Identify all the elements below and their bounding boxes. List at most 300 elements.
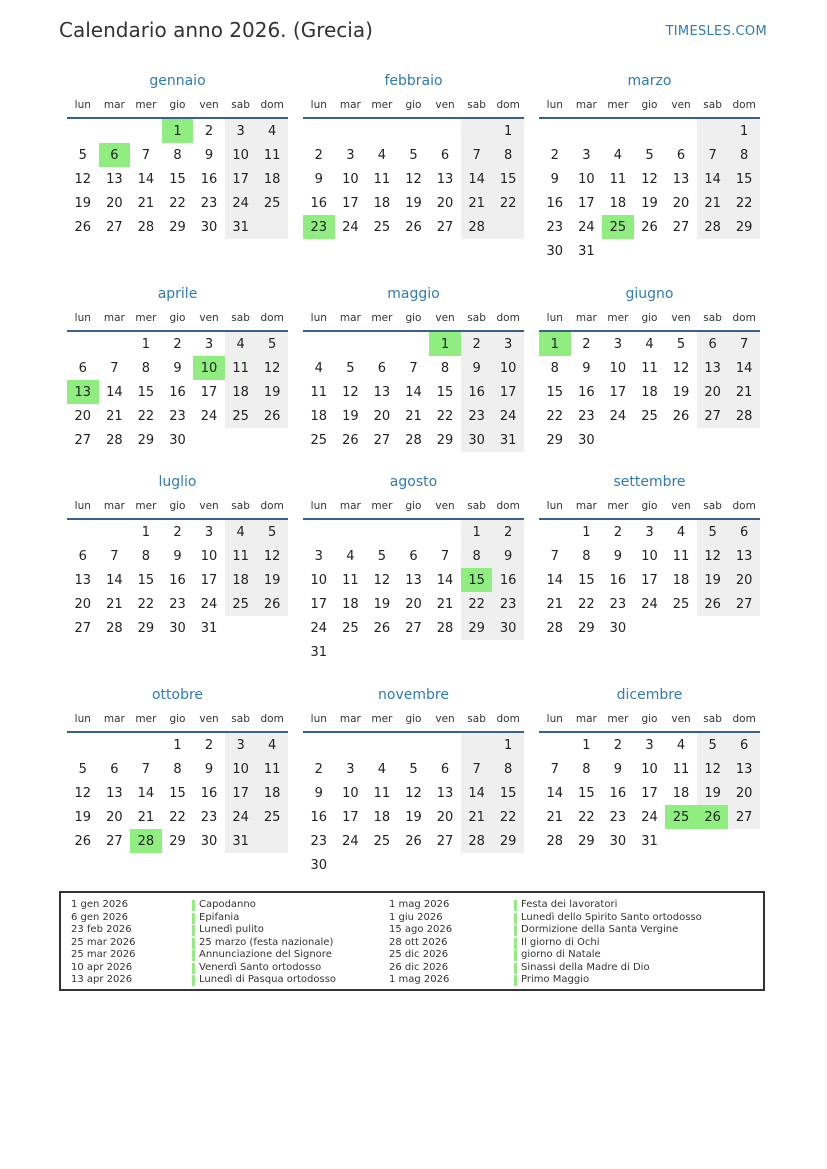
day-cell: 22: [169, 809, 186, 825]
day-cell: 24: [641, 809, 658, 825]
day-cell: 19: [405, 195, 422, 211]
day-cell: 22: [578, 596, 595, 612]
day-cell: 8: [582, 548, 591, 564]
day-cell: 19: [697, 781, 729, 805]
day-cell: 3: [225, 732, 257, 757]
day-cell: 9: [173, 548, 182, 564]
legend-date: 25 mar 2026: [71, 936, 136, 948]
weekday-header: mer: [366, 96, 398, 118]
weekday-header: dom: [728, 497, 760, 519]
month-table: [67, 309, 288, 452]
day-cell: 11: [373, 171, 391, 187]
day-cell: 21: [137, 809, 155, 825]
empty-cell: [728, 829, 760, 853]
weekday-header: mar: [335, 710, 367, 732]
legend-holiday-name: Lunedì pulito: [199, 924, 264, 935]
empty-cell: [665, 616, 697, 640]
day-cell: 14: [546, 785, 564, 801]
day-cell: 13: [728, 757, 760, 781]
day-cell: 5: [346, 360, 355, 376]
day-cell: 27: [106, 219, 123, 235]
empty-cell: [571, 118, 603, 143]
day-cell: 20: [106, 195, 123, 211]
day-cell: 24: [225, 191, 257, 215]
day-cell: 3: [204, 524, 214, 540]
weekday-header: lun: [67, 96, 99, 118]
day-cell: 28: [546, 833, 564, 849]
weekday-header: lun: [539, 497, 571, 519]
holiday-legend: [59, 891, 765, 991]
day-cell: 13: [728, 544, 760, 568]
holiday-color-marker: [514, 975, 517, 986]
month-table: [303, 309, 524, 452]
day-cell: 28: [546, 620, 564, 636]
day-cell: 24: [200, 596, 218, 612]
day-cell: 18: [256, 167, 288, 191]
month-name: settembre: [613, 474, 686, 490]
day-cell: 17: [578, 195, 595, 211]
empty-cell: [461, 732, 493, 757]
day-cell: 17: [609, 384, 627, 400]
empty-cell: [303, 331, 335, 356]
day-cell: 20: [672, 195, 690, 211]
day-cell: 4: [225, 331, 257, 356]
day-cell: 9: [204, 147, 214, 163]
day-cell: 27: [728, 592, 760, 616]
day-cell: 18: [641, 384, 658, 400]
weekday-header: gio: [162, 96, 194, 118]
weekday-header: mar: [99, 309, 131, 331]
legend-holiday-name: 25 marzo (festa nazionale): [199, 936, 334, 948]
day-cell: 8: [582, 761, 591, 777]
month-name: marzo: [627, 73, 672, 89]
day-cell: 11: [256, 757, 288, 781]
day-cell: 5: [256, 519, 288, 544]
day-cell: 19: [697, 568, 729, 592]
day-cell: 12: [697, 544, 729, 568]
empty-cell: [256, 829, 288, 853]
day-cell: 1: [461, 519, 493, 544]
day-cell: 1: [141, 524, 151, 540]
day-cell: 30: [200, 833, 218, 849]
weekday-header: dom: [256, 309, 288, 331]
day-cell: 5: [78, 761, 87, 777]
day-cell: 13: [672, 171, 690, 187]
day-cell: 22: [461, 592, 493, 616]
weekday-header: dom: [728, 710, 760, 732]
day-cell: 25: [256, 805, 288, 829]
weekday-header: lun: [67, 309, 99, 331]
empty-cell: [634, 118, 666, 143]
empty-cell: [634, 239, 666, 263]
weekday-header: mer: [602, 710, 634, 732]
day-cell: 21: [106, 408, 123, 424]
empty-cell: [335, 331, 367, 356]
day-cell: 1: [728, 118, 760, 143]
day-cell: 25: [672, 596, 690, 612]
empty-cell: [728, 239, 760, 263]
day-cell: 26: [405, 833, 422, 849]
day-cell: 29: [461, 616, 493, 640]
day-cell: 26: [405, 219, 422, 235]
day-cell: 5: [645, 147, 654, 163]
day-cell: 25: [602, 215, 634, 239]
day-cell: 16: [169, 384, 186, 400]
day-cell: 7: [550, 761, 559, 777]
weekday-header: mar: [99, 497, 131, 519]
weekday-header: dom: [492, 309, 524, 331]
day-cell: 17: [310, 596, 328, 612]
day-cell: 3: [645, 737, 654, 753]
empty-cell: [366, 118, 398, 143]
empty-cell: [67, 519, 99, 544]
day-cell: 16: [609, 785, 627, 801]
day-cell: 31: [225, 215, 257, 239]
day-cell: 19: [405, 809, 422, 825]
empty-cell: [539, 519, 571, 544]
holiday-color-marker: [192, 975, 195, 986]
weekday-header: mer: [366, 710, 398, 732]
month-table: [539, 309, 760, 452]
day-cell: 22: [169, 195, 186, 211]
weekday-header: mer: [366, 497, 398, 519]
day-cell: 3: [204, 336, 214, 352]
day-cell: 29: [578, 620, 595, 636]
day-cell: 28: [106, 620, 123, 636]
day-cell: 10: [641, 548, 658, 564]
empty-cell: [398, 331, 430, 356]
weekday-header: mar: [571, 497, 603, 519]
legend-date: 10 apr 2026: [71, 961, 133, 973]
empty-cell: [335, 519, 367, 544]
day-cell: 3: [314, 548, 323, 564]
day-cell: 25: [225, 592, 257, 616]
day-cell: 29: [169, 833, 186, 849]
empty-cell: [697, 829, 729, 853]
day-cell: 5: [256, 331, 288, 356]
weekday-header: gio: [398, 96, 430, 118]
holiday-color-marker: [514, 938, 517, 949]
day-cell: 5: [78, 147, 87, 163]
weekday-header: ven: [665, 96, 697, 118]
day-cell: 8: [492, 757, 524, 781]
weekday-header: mer: [130, 497, 162, 519]
day-cell: 16: [609, 572, 627, 588]
legend-date: 25 dic 2026: [389, 949, 449, 960]
empty-cell: [429, 732, 461, 757]
day-cell: 13: [436, 171, 454, 187]
holiday-color-marker: [514, 963, 517, 974]
day-cell: 17: [641, 572, 658, 588]
weekday-header: sab: [225, 309, 257, 331]
day-cell: 13: [405, 572, 422, 588]
day-cell: 7: [110, 548, 119, 564]
weekday-header: sab: [697, 96, 729, 118]
empty-cell: [99, 331, 131, 356]
day-cell: 26: [342, 432, 359, 448]
weekday-header: ven: [665, 710, 697, 732]
day-cell: 19: [74, 809, 92, 825]
day-cell: 10: [609, 360, 627, 376]
weekday-header: lun: [539, 710, 571, 732]
empty-cell: [492, 853, 524, 877]
day-cell: 4: [225, 519, 257, 544]
day-cell: 20: [436, 809, 454, 825]
empty-cell: [99, 519, 131, 544]
legend-holiday-name: Sinassi della Madre di Dio: [521, 961, 650, 973]
day-cell: 26: [74, 219, 92, 235]
weekday-header: ven: [429, 96, 461, 118]
day-cell: 17: [492, 380, 524, 404]
weekday-header: lun: [539, 96, 571, 118]
day-cell: 30: [609, 620, 627, 636]
day-cell: 20: [728, 781, 760, 805]
empty-cell: [303, 118, 335, 143]
empty-cell: [335, 853, 367, 877]
day-cell: 28: [137, 219, 155, 235]
day-cell: 12: [256, 356, 288, 380]
day-cell: 8: [173, 147, 182, 163]
empty-cell: [602, 428, 634, 452]
day-cell: 1: [141, 336, 151, 352]
day-cell: 26: [256, 404, 288, 428]
weekday-header: gio: [398, 497, 430, 519]
day-cell: 29: [492, 829, 524, 853]
legend-date: 15 ago 2026: [389, 924, 453, 935]
day-cell: 19: [256, 380, 288, 404]
empty-cell: [303, 732, 335, 757]
weekday-header: dom: [256, 710, 288, 732]
month-agosto: [303, 474, 524, 664]
weekday-header: sab: [225, 96, 257, 118]
empty-cell: [429, 853, 461, 877]
day-cell: 29: [169, 219, 186, 235]
day-cell: 14: [405, 384, 422, 400]
day-cell: 9: [582, 360, 591, 376]
day-cell: 6: [99, 143, 131, 167]
day-cell: 30: [578, 432, 595, 448]
legend-date: 6 gen 2026: [71, 911, 129, 923]
weekday-header: ven: [429, 309, 461, 331]
day-cell: 8: [173, 761, 182, 777]
weekday-header: sab: [461, 96, 493, 118]
day-cell: 6: [728, 519, 760, 544]
day-cell: 12: [405, 171, 422, 187]
day-cell: 30: [169, 620, 186, 636]
weekday-header: ven: [193, 96, 225, 118]
day-cell: 25: [373, 833, 391, 849]
day-cell: 19: [641, 195, 658, 211]
day-cell: 14: [106, 384, 123, 400]
legend-holiday-name: Epifania: [199, 911, 240, 923]
day-cell: 18: [373, 195, 391, 211]
day-cell: 27: [74, 432, 92, 448]
day-cell: 15: [728, 167, 760, 191]
day-cell: 2: [173, 524, 182, 540]
day-cell: 4: [676, 737, 686, 753]
weekday-header: mar: [99, 710, 131, 732]
day-cell: 26: [641, 219, 658, 235]
holiday-color-marker: [514, 913, 517, 924]
holiday-color-marker: [514, 900, 517, 911]
day-cell: 28: [130, 829, 162, 853]
day-cell: 4: [256, 118, 288, 143]
month-name: agosto: [389, 474, 438, 490]
day-cell: 10: [310, 572, 328, 588]
day-cell: 13: [106, 785, 123, 801]
day-cell: 2: [204, 123, 214, 139]
day-cell: 22: [578, 809, 595, 825]
day-cell: 15: [578, 785, 595, 801]
day-cell: 15: [546, 384, 564, 400]
day-cell: 10: [225, 143, 257, 167]
day-cell: 10: [193, 356, 225, 380]
day-cell: 25: [225, 404, 257, 428]
day-cell: 28: [405, 432, 422, 448]
day-cell: 21: [106, 596, 123, 612]
weekday-header: mar: [571, 309, 603, 331]
empty-cell: [697, 239, 729, 263]
empty-cell: [225, 428, 257, 452]
day-cell: 10: [492, 356, 524, 380]
day-cell: 2: [550, 147, 559, 163]
day-cell: 8: [550, 360, 559, 376]
empty-cell: [697, 118, 729, 143]
day-cell: 2: [204, 737, 214, 753]
empty-cell: [335, 118, 367, 143]
day-cell: 31: [225, 829, 257, 853]
day-cell: 29: [436, 432, 454, 448]
day-cell: 3: [492, 331, 524, 356]
day-cell: 28: [461, 215, 493, 239]
empty-cell: [398, 853, 430, 877]
day-cell: 29: [137, 432, 155, 448]
day-cell: 28: [728, 404, 760, 428]
day-cell: 21: [546, 809, 564, 825]
day-cell: 18: [310, 408, 328, 424]
weekday-header: mar: [571, 710, 603, 732]
day-cell: 23: [310, 833, 328, 849]
weekday-header: gio: [162, 497, 194, 519]
day-cell: 30: [492, 616, 524, 640]
day-cell: 7: [440, 548, 450, 564]
weekday-header: mar: [99, 96, 131, 118]
day-cell: 4: [613, 147, 623, 163]
day-cell: 20: [74, 596, 92, 612]
day-cell: 26: [256, 592, 288, 616]
weekday-header: ven: [665, 497, 697, 519]
day-cell: 10: [225, 757, 257, 781]
day-cell: 3: [346, 147, 355, 163]
day-cell: 26: [74, 833, 92, 849]
month-table: [303, 96, 524, 239]
month-name: novembre: [378, 687, 449, 703]
empty-cell: [602, 118, 634, 143]
day-cell: 22: [436, 408, 454, 424]
day-cell: 24: [578, 219, 595, 235]
empty-cell: [366, 331, 398, 356]
empty-cell: [728, 616, 760, 640]
day-cell: 13: [74, 572, 92, 588]
empty-cell: [193, 428, 225, 452]
legend-holiday-name: giorno di Natale: [521, 949, 601, 960]
legend-holiday-name: Dormizione della Santa Vergine: [521, 924, 679, 935]
day-cell: 4: [645, 336, 654, 352]
day-cell: 10: [342, 171, 359, 187]
day-cell: 31: [310, 644, 328, 660]
day-cell: 25: [665, 805, 697, 829]
holiday-color-marker: [192, 950, 195, 961]
weekday-header: mer: [130, 309, 162, 331]
day-cell: 13: [373, 384, 391, 400]
day-cell: 30: [609, 833, 627, 849]
month-name: luglio: [158, 474, 197, 490]
month-table: [303, 710, 524, 877]
month-name: gennaio: [149, 73, 206, 89]
day-cell: 26: [697, 805, 729, 829]
weekday-header: sab: [225, 710, 257, 732]
day-cell: 6: [409, 548, 418, 564]
month-febbraio: [303, 73, 524, 239]
day-cell: 29: [728, 215, 760, 239]
empty-cell: [728, 428, 760, 452]
day-cell: 8: [141, 360, 151, 376]
day-cell: 6: [78, 548, 87, 564]
day-cell: 5: [377, 548, 387, 564]
weekday-header: dom: [728, 309, 760, 331]
holiday-color-marker: [192, 925, 195, 936]
day-cell: 12: [74, 171, 92, 187]
day-cell: 3: [645, 524, 654, 540]
empty-cell: [634, 428, 666, 452]
weekday-header: sab: [697, 497, 729, 519]
legend-date: 23 feb 2026: [71, 924, 132, 935]
day-cell: 18: [609, 195, 627, 211]
day-cell: 14: [137, 171, 155, 187]
day-cell: 15: [492, 167, 524, 191]
weekday-header: dom: [256, 497, 288, 519]
day-cell: 14: [461, 781, 493, 805]
empty-cell: [67, 732, 99, 757]
day-cell: 16: [578, 384, 595, 400]
day-cell: 17: [342, 809, 359, 825]
day-cell: 17: [200, 384, 218, 400]
day-cell: 21: [461, 805, 493, 829]
day-cell: 18: [342, 596, 359, 612]
day-cell: 25: [342, 620, 359, 636]
day-cell: 21: [697, 191, 729, 215]
day-cell: 31: [641, 833, 658, 849]
day-cell: 29: [546, 432, 564, 448]
day-cell: 30: [200, 219, 218, 235]
day-cell: 5: [697, 732, 729, 757]
day-cell: 30: [310, 857, 328, 873]
legend-holiday-name: Il giorno di Ochi: [521, 936, 600, 948]
day-cell: 29: [578, 833, 595, 849]
day-cell: 9: [461, 356, 493, 380]
weekday-header: lun: [303, 497, 335, 519]
day-cell: 18: [672, 572, 690, 588]
day-cell: 14: [697, 167, 729, 191]
legend-date: 26 dic 2026: [389, 961, 449, 973]
empty-cell: [461, 640, 493, 664]
day-cell: 8: [492, 143, 524, 167]
brand-link[interactable]: TIMESLES.COM: [665, 24, 767, 39]
day-cell: 10: [200, 548, 218, 564]
empty-cell: [256, 428, 288, 452]
weekday-header: mar: [335, 96, 367, 118]
empty-cell: [634, 616, 666, 640]
